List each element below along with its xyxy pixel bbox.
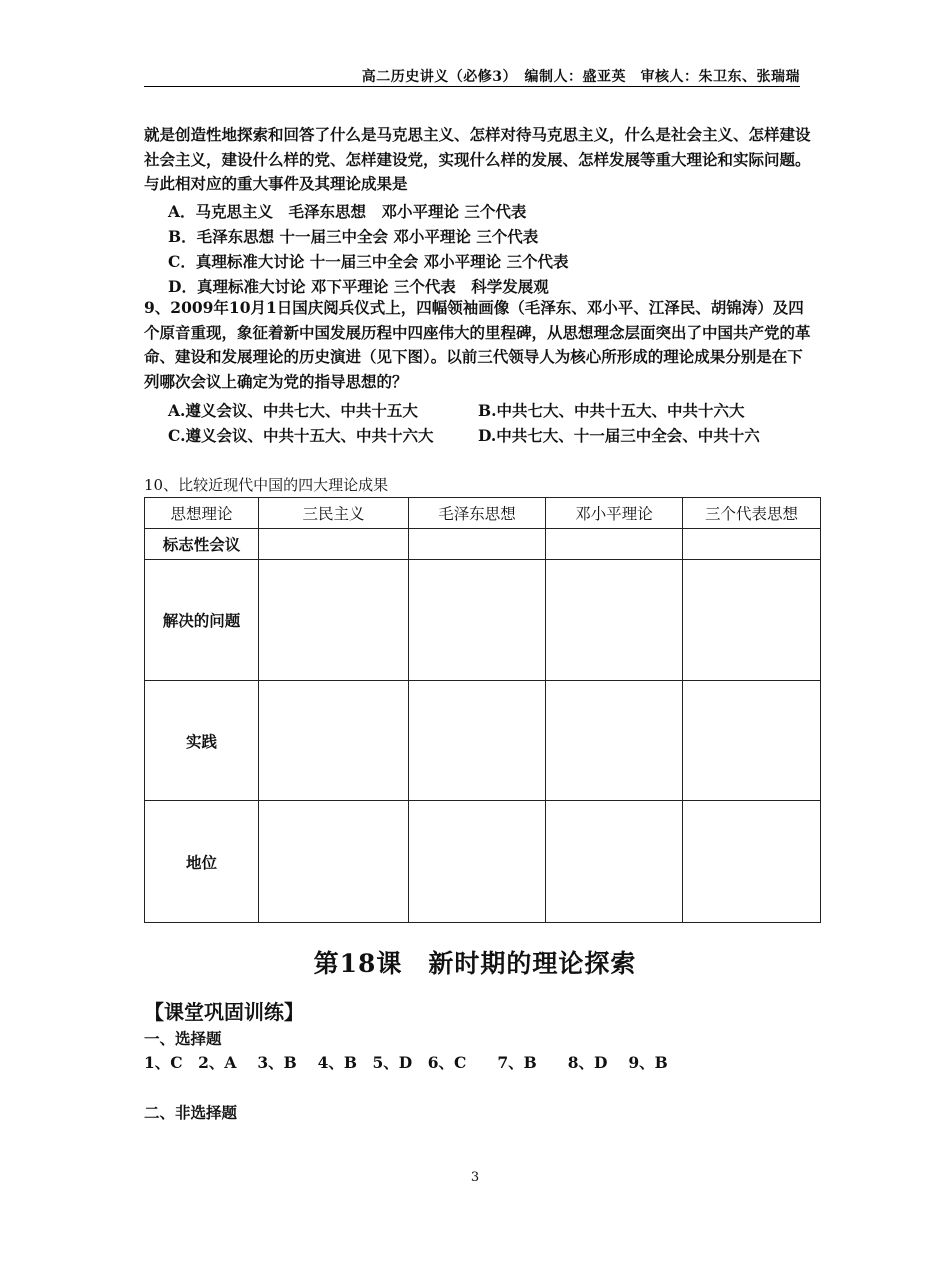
blank-cell[interactable] [683,681,821,801]
blank-cell[interactable] [546,681,683,801]
blank-cell[interactable] [546,529,683,560]
q9-option-a: A.遵义会议、中共七大、中共十五大 [168,401,418,420]
table-header-cell: 三民主义 [259,498,409,529]
answer-key: 1、C 2、A 3、B 4、B 5、D 6、C 7、B 8、D 9、B [144,1053,668,1072]
table-row [145,801,821,923]
blank-cell[interactable] [546,801,683,923]
blank-cell[interactable] [683,529,821,560]
blank-cell[interactable] [259,801,409,923]
comparison-table [144,497,821,923]
q8-option-d: D．真理标准大讨论 邓下平理论 三个代表 科学发展观 [168,277,549,296]
table-header-row [145,498,821,529]
table-row [145,681,821,801]
blank-cell[interactable] [546,560,683,681]
blank-cell[interactable] [683,801,821,923]
row-label: 地位 [145,801,259,923]
q9-option-d: D.中共七大、十一届三中全会、中共十六 [478,426,760,445]
table-header-cell: 思想理论 [145,498,259,529]
blank-cell[interactable] [259,681,409,801]
table-header-cell: 三个代表思想 [683,498,821,529]
q8-option-a: A．马克思主义 毛泽东思想 邓小平理论 三个代表 [168,202,527,221]
q10-title: 10、比较近现代中国的四大理论成果 [144,476,389,494]
q8-option-c: C．真理标准大讨论 十一届三中全会 邓小平理论 三个代表 [168,252,569,271]
table-row [145,529,821,560]
row-label: 解决的问题 [145,560,259,681]
part2-title: 二、非选择题 [144,1103,238,1122]
table-header-cell: 邓小平理论 [546,498,683,529]
table-header-cell: 毛泽东思想 [409,498,546,529]
section-title: 【课堂巩固训练】 [144,1000,304,1024]
table-row [145,560,821,681]
page-header: 高二历史讲义（必修3） 编制人：盛亚英 审核人：朱卫东、张瑞瑞 [361,69,800,85]
blank-cell[interactable] [683,560,821,681]
q9-stem: 9、2009年10月1日国庆阅兵仪式上，四幅领袖画像（毛泽东、邓小平、江泽民、胡锦涛）及四个原音重现，象征着新中国发展历程中四座伟大的里程碑，从思想理念层面突出了中国共产党的革命、建设和发展理论的历史演进（见下图）。以前三代领导人为核心所形成的理论成果分别是在下列哪次会议上确定为党的指导思想的？ [144,298,811,391]
q9-option-c: C.遵义会议、中共十五大、中共十六大 [168,426,434,445]
row-label: 标志性会议 [145,529,259,560]
blank-cell[interactable] [259,560,409,681]
blank-cell[interactable] [259,529,409,560]
lesson-title: 第18课 新时期的理论探索 [313,949,637,978]
blank-cell[interactable] [409,560,546,681]
q8-stem: 就是创造性地探索和回答了什么是马克思主义、怎样对待马克思主义，什么是社会主义、怎样建设社会主义，建设什么样的党、怎样建设党，实现什么样的发展、怎样发展等重大理论和实际问题。与此相对应的重大事件及其理论成果是 [144,125,811,193]
header-rule [144,86,800,87]
blank-cell[interactable] [409,681,546,801]
row-label: 实践 [145,681,259,801]
part1-title: 一、选择题 [144,1029,222,1048]
blank-cell[interactable] [409,801,546,923]
q9-option-b: B.中共七大、中共十五大、中共十六大 [478,401,745,420]
blank-cell[interactable] [409,529,546,560]
page-number: 3 [470,1170,480,1185]
q8-option-b: B．毛泽东思想 十一届三中全会 邓小平理论 三个代表 [168,227,539,246]
